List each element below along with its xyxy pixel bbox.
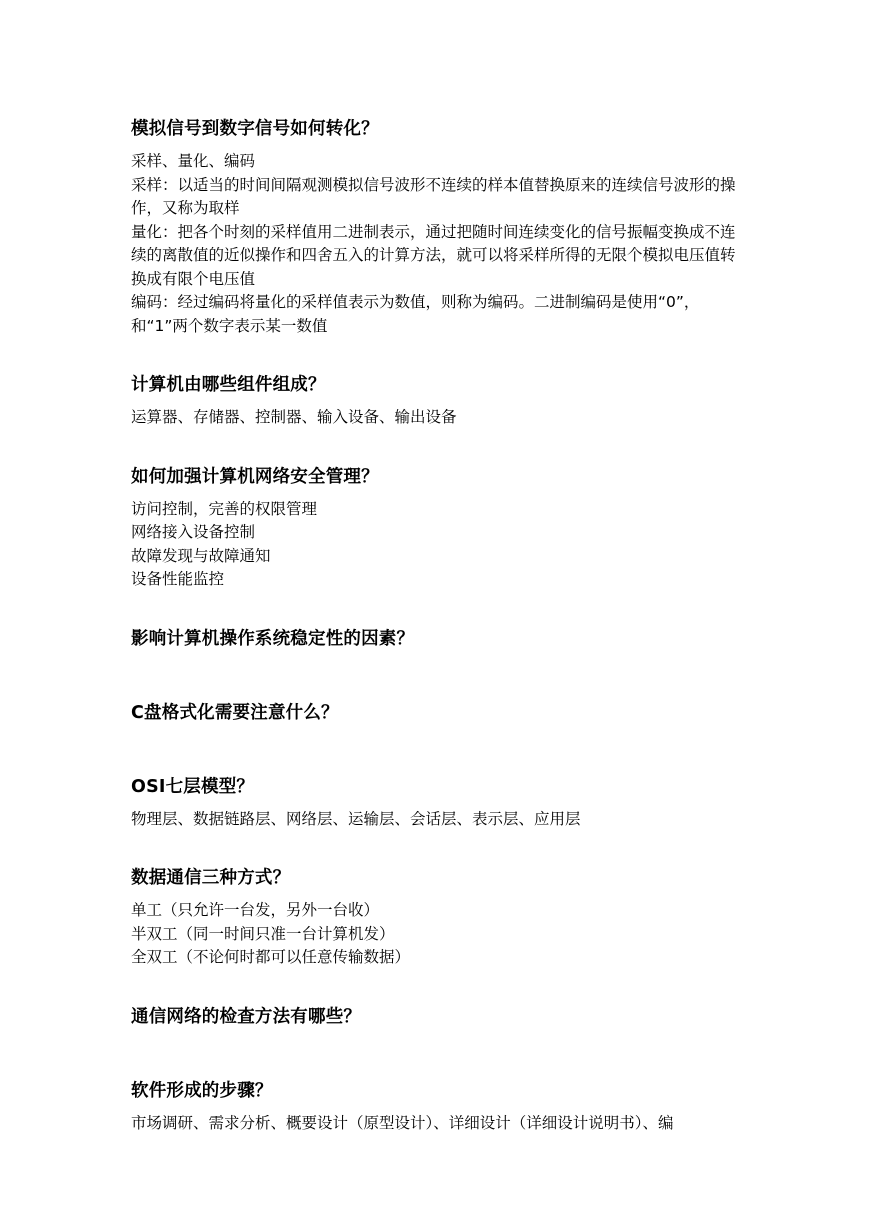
answer-line: 网络接入设备控制 bbox=[131, 523, 256, 541]
answer-line: 全双工（不论何时都可以任意传输数据） bbox=[131, 948, 411, 966]
answer-line: 故障发现与故障通知 bbox=[131, 546, 271, 565]
section-spacer bbox=[131, 970, 746, 1004]
document-page bbox=[131, 116, 746, 1135]
question-heading: 影响计算机操作系统稳定性的因素？ bbox=[131, 628, 415, 649]
question-heading: 模拟信号到数字信号如何转化？ bbox=[131, 119, 379, 139]
answer-line: 采样：以适当的时间间隔观测模拟信号波形不连续的样本值替换原来的连续信号波形的操作，又称为取样 bbox=[131, 175, 736, 217]
answer-line: 量化：把各个时刻的采样值用二进制表示，通过把随时间连续变化的信号振幅变换成不连续的离散值的近似操作和四舍五入的计算方法，就可以将采样所得的无限个模拟电压值转换成有限个电压值 bbox=[131, 222, 736, 288]
qa-section-communication-modes bbox=[131, 865, 746, 970]
answer-line: 物理层、数据链路层、网络层、运输层、会话层、表示层、应用层 bbox=[131, 809, 581, 828]
section-spacer bbox=[131, 1038, 746, 1078]
qa-section-computer-components bbox=[131, 372, 746, 430]
answer-line: 单工（只允许一台发，另外一台收） bbox=[131, 901, 380, 919]
qa-section-network-inspection bbox=[131, 1004, 746, 1030]
qa-section-os-stability bbox=[131, 626, 746, 652]
question-heading: 通信网络的检查方法有哪些？ bbox=[131, 1006, 362, 1027]
section-spacer bbox=[131, 338, 746, 372]
question-heading: 计算机由哪些组件组成？ bbox=[131, 375, 326, 395]
answer-line: 设备性能监控 bbox=[131, 570, 225, 588]
section-spacer bbox=[131, 831, 746, 865]
question-heading: OSI七层模型？ bbox=[131, 776, 255, 797]
qa-section-analog-to-digital bbox=[131, 116, 746, 338]
answer-line: 运算器、存储器、控制器、输入设备、输出设备 bbox=[131, 408, 457, 426]
question-heading: 如何加强计算机网络安全管理？ bbox=[131, 466, 379, 487]
section-spacer bbox=[131, 734, 746, 774]
section-spacer bbox=[131, 660, 746, 700]
question-heading: C盘格式化需要注意什么？ bbox=[131, 702, 339, 723]
answer-line: 市场调研、需求分析、概要设计（原型设计）、详细设计（详细设计说明书）、编 bbox=[131, 1113, 674, 1132]
answer-line: 编码：经过编码将量化的采样值表示为数值，则称为编码。二进制编码是使用“0”，和“1”两个数字表示某一数值 bbox=[131, 293, 700, 335]
qa-section-network-security bbox=[131, 464, 746, 592]
answer-line: 访问控制，完善的权限管理 bbox=[131, 499, 318, 518]
answer-line: 采样、量化、编码 bbox=[131, 152, 256, 170]
qa-section-osi-model bbox=[131, 774, 746, 832]
qa-section-c-drive-format bbox=[131, 700, 746, 726]
section-spacer bbox=[131, 430, 746, 464]
question-heading: 数据通信三种方式？ bbox=[131, 868, 291, 888]
question-heading: 软件形成的步骤？ bbox=[131, 1080, 273, 1101]
section-spacer bbox=[131, 592, 746, 626]
answer-line: 半双工（同一时间只准一台计算机发） bbox=[131, 924, 395, 943]
qa-section-software-steps bbox=[131, 1078, 746, 1136]
